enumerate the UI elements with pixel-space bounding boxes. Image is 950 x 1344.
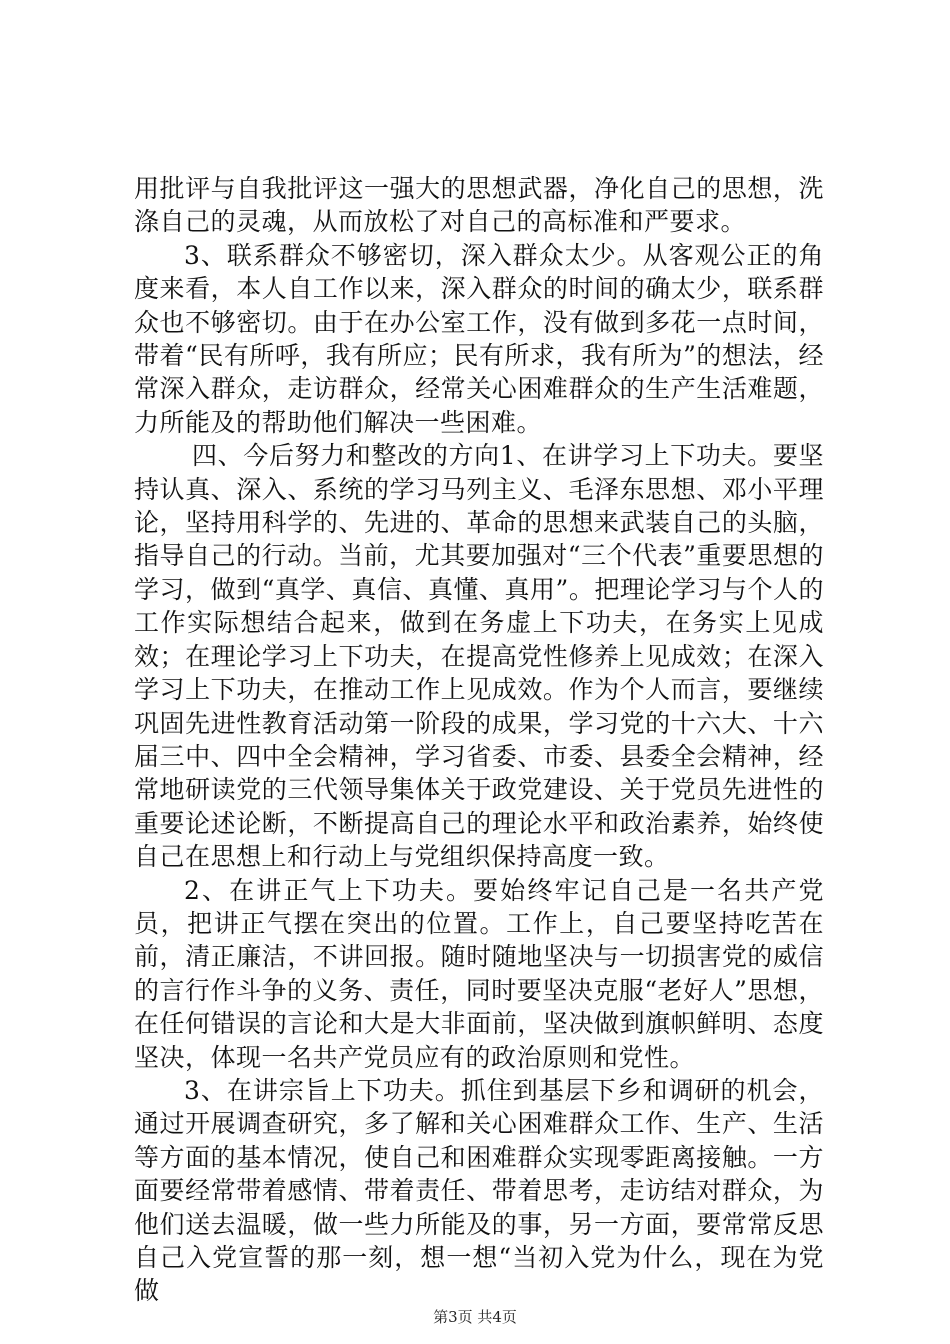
paragraph-continuation: 用批评与自我批评这一强大的思想武器，净化自己的思想，洗涤自己的灵魂，从而放松了对自己的高标准和严要求。 (134, 174, 824, 237)
paragraph-contact-masses: 3、联系群众不够密切，深入群众太少。从客观公正的角度来看，本人自工作以来，深入群众的时间的确太少，联系群众也不够密切。由于在办公室工作，没有做到多花一点时间，带着“民有所呼，我有所应；民有所求，我有所为”的想法，经常深入群众，走访群众，经常关心困难群众的生产生活难题，力所能及的帮助他们解决一些困难。 (134, 240, 824, 437)
paragraph-rectification-direction: 四、今后努力和整改的方向1、在讲学习上下功夫。要坚持认真、深入、系统的学习马列主义、毛泽东思想、邓小平理论，坚持用科学的、先进的、革命的思想来武装自己的头脑，指导自己的行动。当前，尤其要加强对“三个代表”重要思想的学习，做到“真学、真信、真懂、真用”。把理论学习与个人的工作实际想结合起来，做到在务虚上下功夫，在务实上见成效；在理论学习上下功夫，在提高党性修养上见成效；在深入学习上下功夫，在推动工作上见成效。作为个人而言，要继续巩固先进性教育活动第一阶段的成果，学习党的十六大、十六届三中、四中全会精神，学习省委、市委、县委全会精神，经常地研读党的三代领导集体关于政党建设、关于党员先进性的重要论述论断，不断提高自己的理论水平和政治素养，始终使自己在思想上和行动上与党组织保持高度一致。 (134, 441, 824, 872)
document-body (134, 172, 824, 1308)
paragraph-integrity: 2、在讲正气上下功夫。要始终牢记自己是一名共产党员，把讲正气摆在突出的位置。工作上，自己要坚持吃苦在前，清正廉洁，不讲回报。随时随地坚决与一切损害党的威信的言行作斗争的义务、责任，同时要坚决克服“老好人”思想，在任何错误的言论和大是大非面前，坚决做到旗帜鲜明、态度坚决，体现一名共产党员应有的政治原则和党性。 (134, 875, 824, 1072)
paragraph-purpose: 3、在讲宗旨上下功夫。抓住到基层下乡和调研的机会，通过开展调查研究，多了解和关心困难群众工作、生产、生活等方面的基本情况，使自己和困难群众实现零距离接触。一方面要经常带着感情、带着责任、带着思考，走访结对群众，为他们送去温暖，做一些力所能及的事，另一方面，要常常反思自己入党宣誓的那一刻，想一想“当初入党为什么，现在为党做 (134, 1075, 824, 1306)
page-footer: 第3页 共4页 (433, 1308, 517, 1326)
